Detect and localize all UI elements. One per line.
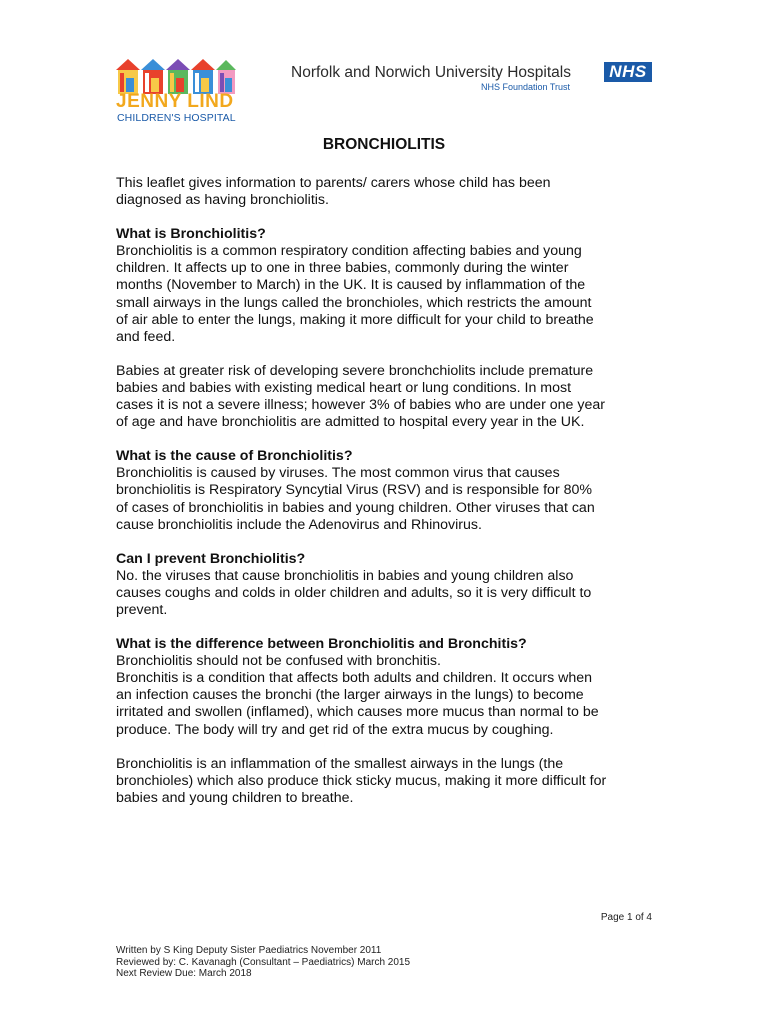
nhs-trust-logo (291, 62, 653, 102)
page-number: Page 1 of 4 (600, 912, 652, 923)
section-heading: What is Bronchiolitis? (116, 226, 266, 243)
section-paragraph: Bronchiolitis is caused by viruses. The most common virus that causes bronchiolitis is Respiratory Syncytial Virus (RSV) and is responsible for 80% of cases of bronchiolitis in babies and young children. Other viruses that can cause bronchiolitis include the Adenovirus and Rhinovirus. (116, 465, 595, 533)
footer-reviewed-by: Reviewed by: C. Kavanagh (Consultant – Paediatrics) March 2015 (116, 956, 411, 968)
jenny-lind-logo (114, 56, 244, 122)
document-footer (116, 945, 516, 980)
section-paragraph: No. the viruses that cause bronchiolitis in babies and young children also causes coughs and colds in older children and adults, so it is very difficult to prevent. (116, 567, 592, 618)
beach-huts-icon (114, 56, 238, 96)
intro-paragraph: This leaflet gives information to parents/ carers whose child has been diagnosed as having bronchiolitis. (116, 175, 551, 209)
section-paragraph: Babies at greater risk of developing severe bronchchiolits include premature babies and babies with existing medical heart or lung conditions. In most cases it is not a severe illness; however 3% of babies who are under one year of age and have bronchiolitis are admitted to hospital every year in the UK. (116, 362, 605, 431)
section-heading: What is the difference between Bronchiolitis and Bronchitis? (116, 636, 527, 653)
section-paragraph: Bronchiolitis should not be confused with bronchitis. Bronchitis is a condition that affects both adults and children. It occurs when an infection causes the bronchi (the larger airways in the lungs) to become irritated and swollen (inflamed), which causes more mucus than normal to be produce. The body will try and get rid of the extra mucus by coughing. (116, 653, 599, 738)
leaflet-content (116, 175, 661, 807)
trust-name: Norfolk and Norwich University Hospitals (291, 64, 571, 81)
footer-next-review: Next Review Due: March 2018 (116, 968, 252, 979)
jenny-lind-name: JENNY LIND (116, 91, 234, 112)
jenny-lind-subtitle: CHILDREN'S HOSPITAL (117, 112, 236, 124)
section-paragraph: Bronchiolitis is an inflammation of the smallest airways in the lungs (the bronchioles) which also produce thick sticky mucus, making it more difficult for babies and young children to breathe. (116, 755, 607, 806)
nhs-badge: NHS (604, 62, 652, 82)
trust-subtitle: NHS Foundation Trust (481, 82, 571, 92)
page-title: BRONCHIOLITIS (322, 136, 446, 153)
section-heading: What is the cause of Bronchiolitis? (116, 448, 353, 465)
section-paragraph: Bronchiolitis is a common respiratory condition affecting babies and young children. It affects up to one in three babies, commonly during the winter months (November to March) in the UK. It is caused by inflammation of the small airways in the lungs called the bronchioles, which restricts the amount of air able to enter the lungs, making it more difficult for your child to breathe and feed. (116, 243, 594, 345)
footer-written-by: Written by S King Deputy Sister Paediatrics November 2011 (116, 945, 382, 956)
section-heading: Can I prevent Bronchiolitis? (116, 550, 306, 567)
